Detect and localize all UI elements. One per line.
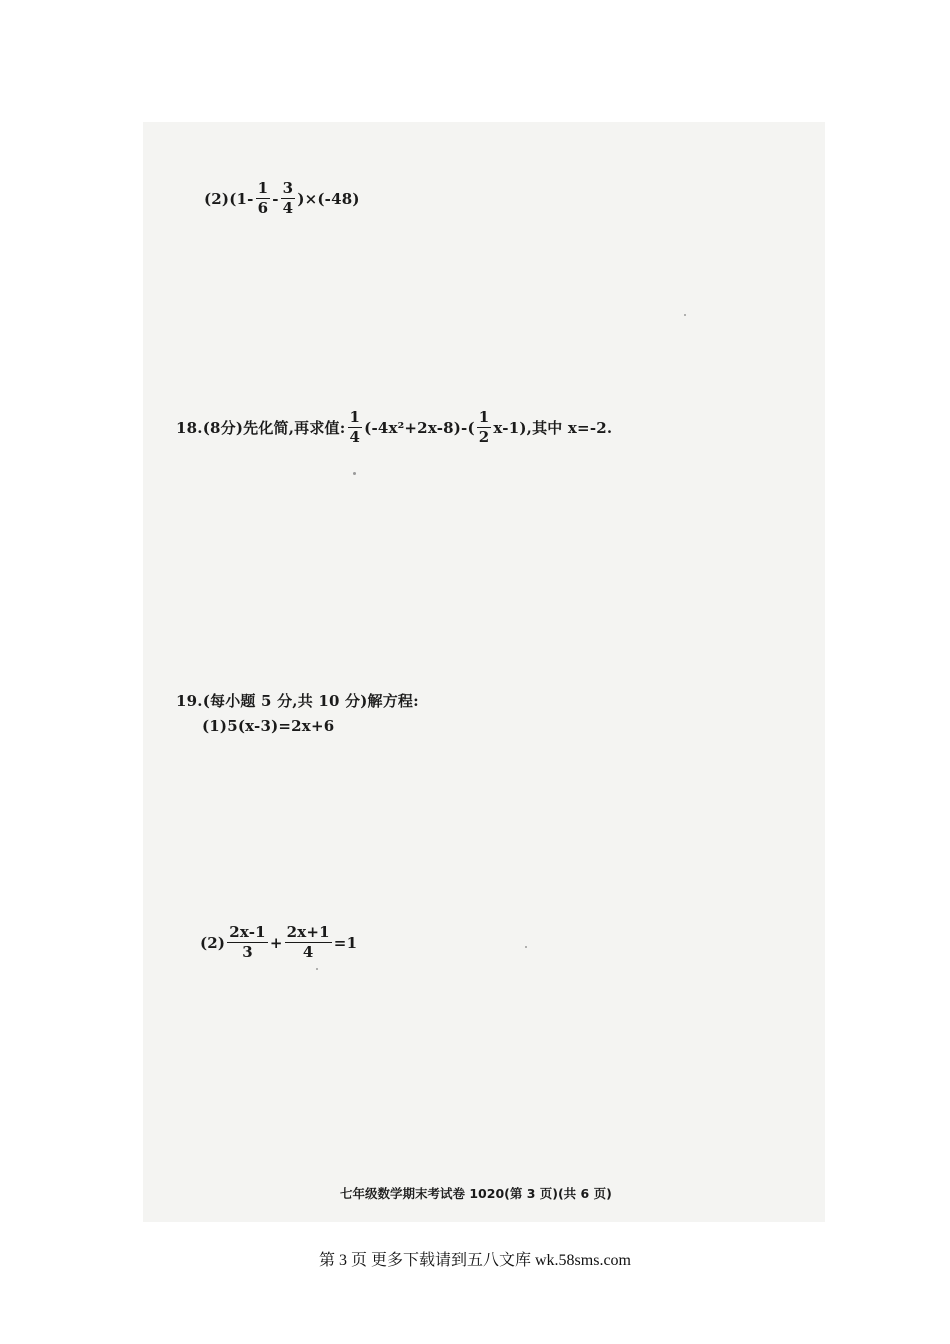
q17-part2 [204,181,360,216]
fraction-denominator: 4 [349,428,361,446]
q19-title: 19.(每小题 5 分,共 10 分)解方程: [176,692,419,710]
fraction-numerator: 1 [257,179,269,197]
scanned-page [143,122,825,1222]
scan-speck [353,472,356,475]
fraction-denominator: 4 [282,199,294,217]
download-watermark: 第 3 页 更多下载请到五八文库 wk.58sms.com [318,1252,631,1269]
fraction [285,925,332,960]
fraction-denominator: 2 [478,428,490,446]
q19-part2-prefix: (2) [200,933,226,952]
fraction-denominator: 6 [257,199,269,217]
q18-suffix: x-1),其中 x=-2. [493,419,613,437]
exam-page-footer: 七年级数学期末考试卷 1020(第 3 页)(共 6 页) [340,1186,612,1201]
fraction-denominator: 4 [302,943,314,961]
fraction-numerator: 1 [478,408,490,426]
q18 [176,410,612,445]
q17-part2-suffix: )×(-48) [297,189,360,208]
q17-part2-prefix: (2)(1- [204,189,254,208]
fraction [256,181,271,216]
scan-speck [525,946,527,948]
scan-speck [316,968,318,970]
minus-sign: - [272,189,279,208]
fraction-numerator: 2x+1 [286,923,330,941]
fraction-denominator: 3 [242,943,253,961]
fraction-numerator: 2x-1 [229,923,266,941]
plus-sign: + [269,933,283,952]
q18-prefix: 18.(8分)先化简,再求值: [176,419,346,437]
fraction [348,410,363,445]
fraction-numerator: 1 [349,408,361,426]
fraction [281,181,296,216]
q19-part2 [200,925,357,960]
q19-part1: (1)5(x-3)=2x+6 [202,717,335,735]
q19-part2-suffix: =1 [333,933,358,952]
fraction [477,410,492,445]
fraction [227,925,268,960]
q18-middle: (-4x²+2x-8)-( [364,418,475,437]
fraction-numerator: 3 [282,179,294,197]
scan-speck [684,314,686,316]
